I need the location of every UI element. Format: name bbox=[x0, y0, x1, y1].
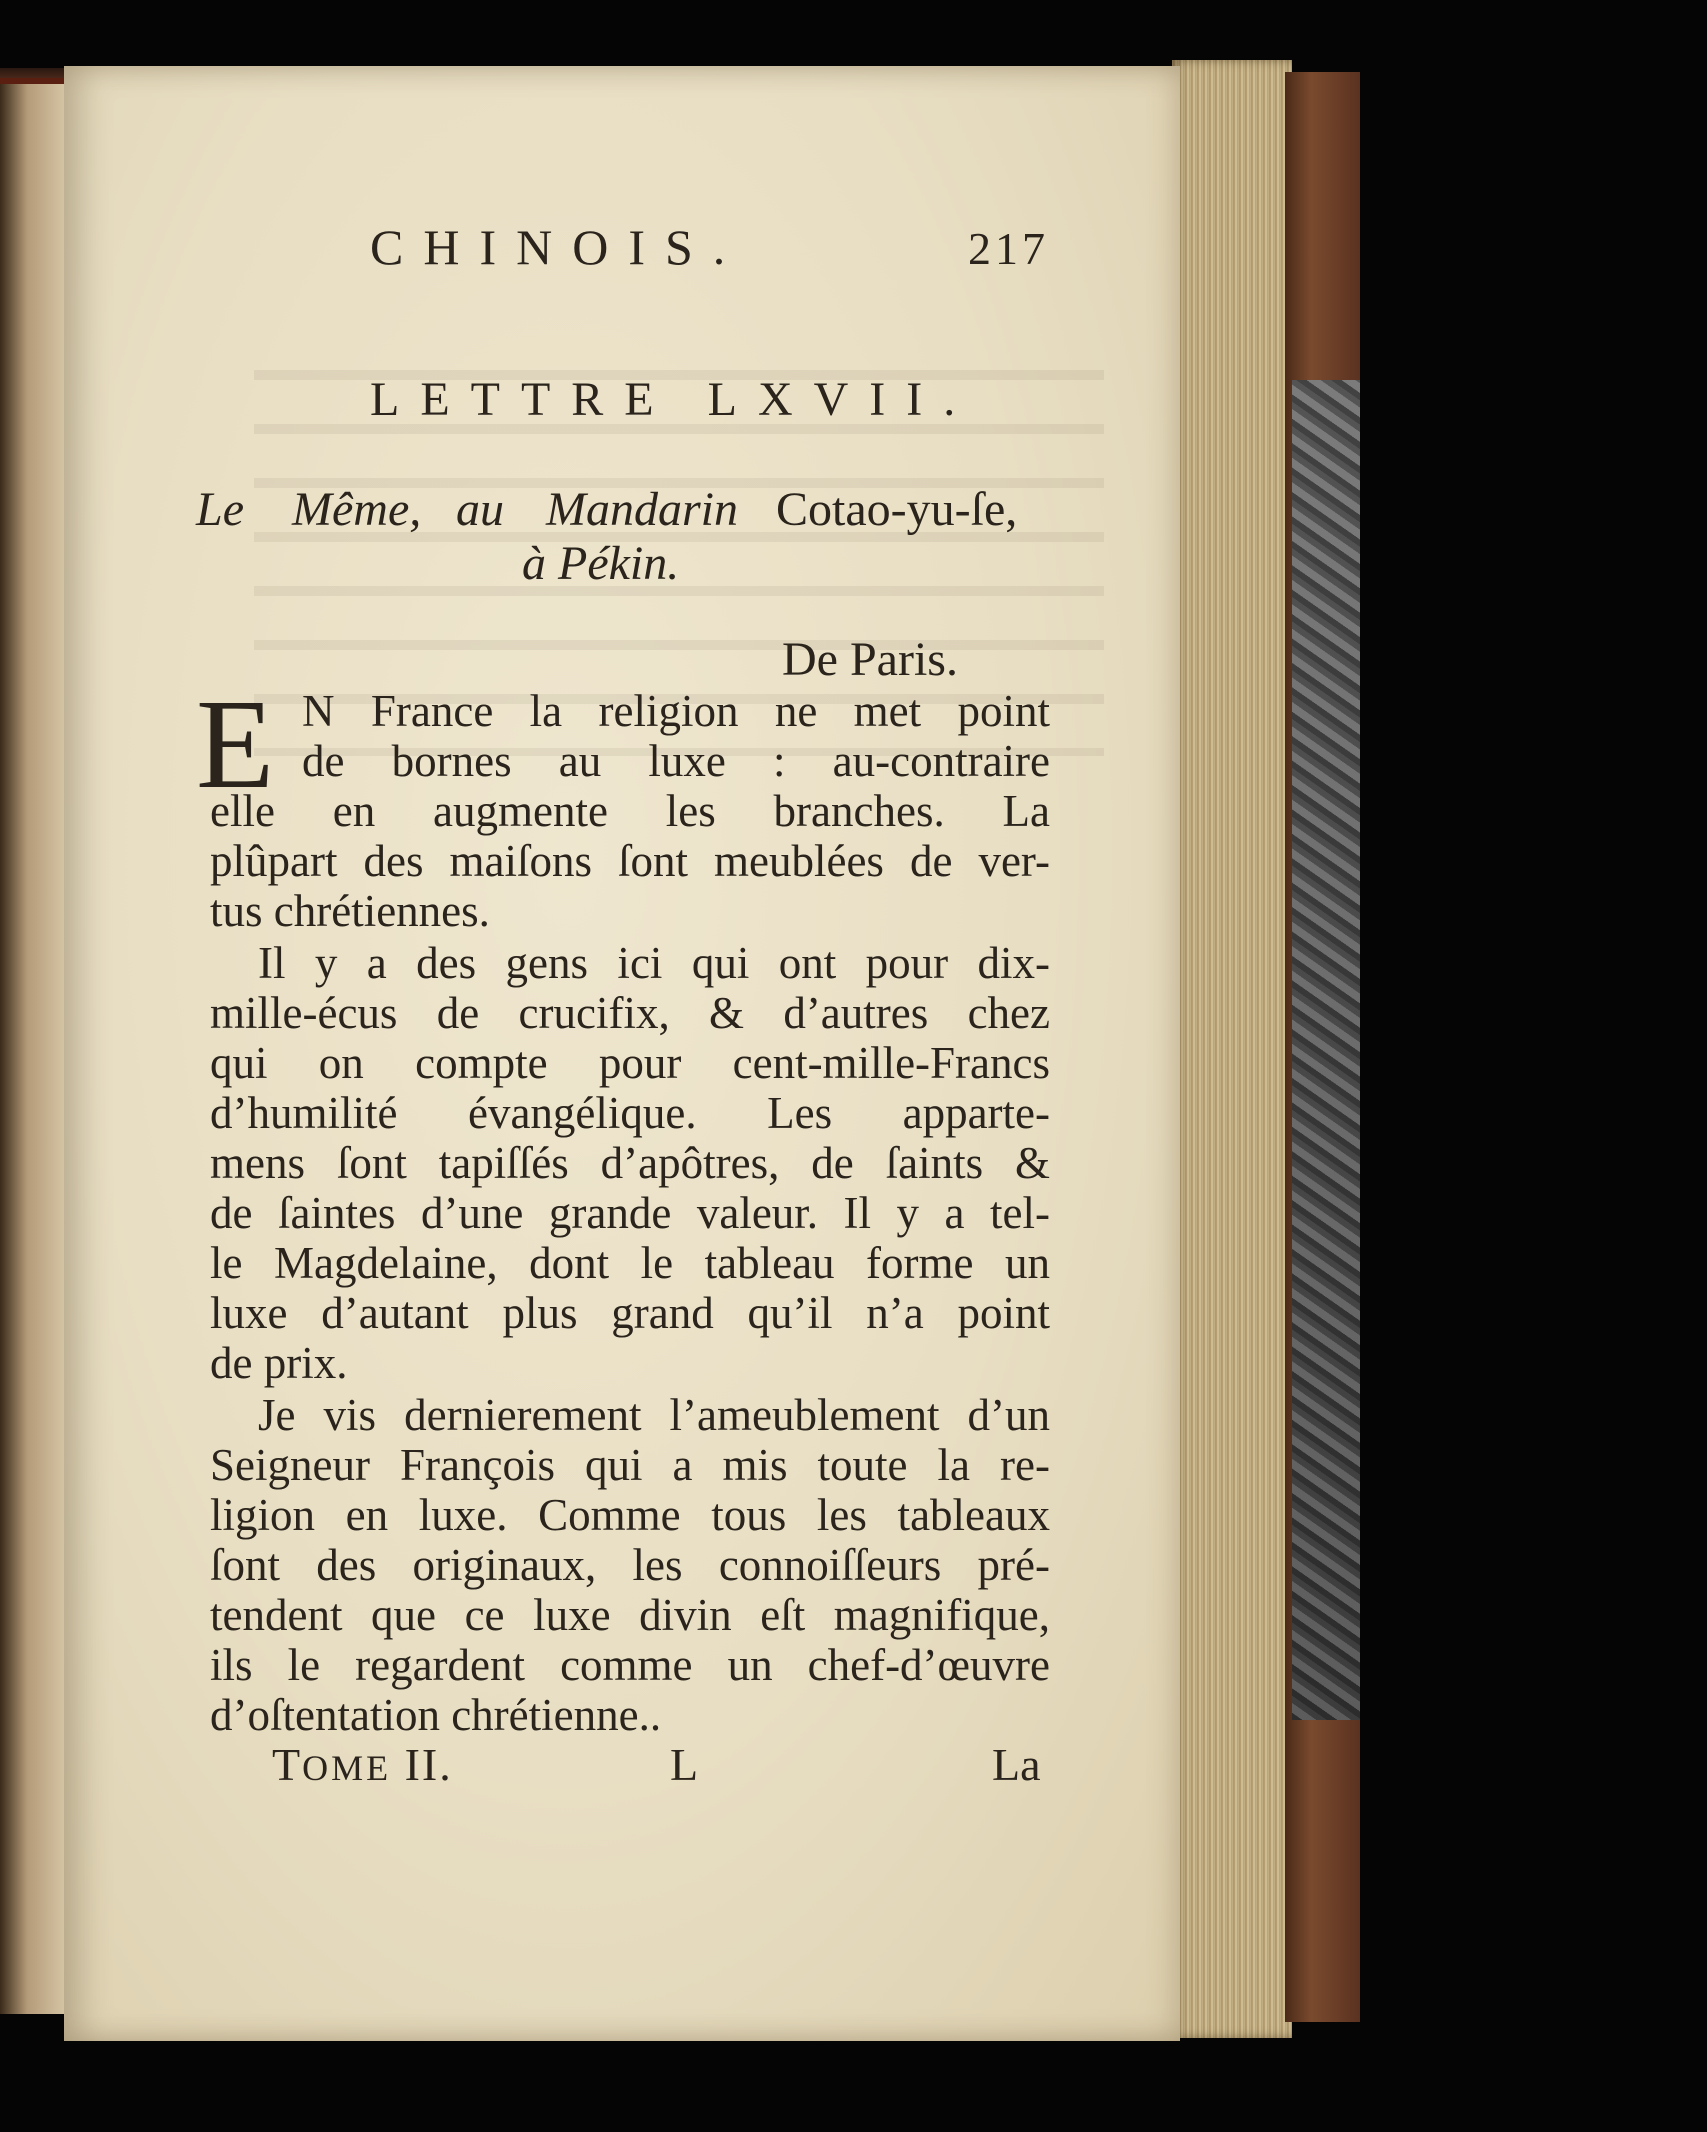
volume-small-caps: OME bbox=[302, 1748, 392, 1788]
text-line: de bornes au luxe : au-contraire bbox=[302, 736, 1050, 786]
page-block-edges bbox=[1172, 60, 1292, 2038]
salutation-word: Le bbox=[196, 483, 244, 536]
text-line: d’oſtentation chrétienne.. bbox=[210, 1690, 662, 1740]
text-line: mens ſont tapiſſés d’apôtres, de ſaints & bbox=[210, 1138, 1050, 1188]
volume-number: II. bbox=[391, 1739, 453, 1790]
text-line: ligion en luxe. Comme tous les tableaux bbox=[210, 1490, 1050, 1540]
text-line: le Magdelaine, dont le tableau forme un bbox=[210, 1238, 1050, 1288]
text-line: ils le regardent comme un chef-d’œuvre bbox=[210, 1640, 1050, 1690]
text-line: Seigneur François qui a mis toute la re- bbox=[210, 1440, 1050, 1490]
salutation-word: Mandarin bbox=[546, 483, 738, 536]
volume-initial: T bbox=[272, 1739, 303, 1790]
text-line: mille-écus de crucifix, & d’autres chez bbox=[210, 988, 1050, 1038]
text-line: Il y a des gens ici qui ont pour dix- bbox=[258, 938, 1050, 988]
text-line: de ſaintes d’une grande valeur. Il y a tel- bbox=[210, 1188, 1050, 1238]
text-line: luxe d’autant plus grand qu’il n’a point bbox=[210, 1288, 1050, 1338]
text-line: d’humilité évangélique. Les apparte- bbox=[210, 1088, 1050, 1138]
drop-cap: E bbox=[196, 673, 275, 815]
running-head: CHINOIS. bbox=[370, 219, 746, 275]
letter-title: LETTRE LXVII. bbox=[370, 373, 977, 426]
text-line: N France la religion ne met point bbox=[302, 686, 1050, 736]
salutation-line-2: à Pékin. bbox=[522, 537, 680, 590]
dateline: De Paris. bbox=[782, 633, 958, 686]
signature-mark: L bbox=[670, 1739, 699, 1790]
marbled-cover-paper bbox=[1292, 380, 1360, 1720]
salutation-word: Même, bbox=[292, 483, 422, 536]
salutation-word: au bbox=[456, 483, 504, 536]
left-page-edge bbox=[0, 78, 68, 2014]
page-number: 217 bbox=[968, 223, 1049, 274]
footer-volume bbox=[272, 1738, 453, 1791]
text-line: elle en augmente les branches. La bbox=[210, 786, 1050, 836]
text-line: plûpart des maiſons ſont meublées de ver- bbox=[210, 836, 1050, 886]
catchword: La bbox=[992, 1739, 1041, 1790]
text-line: tendent que ce luxe divin eſt magnifique, bbox=[210, 1590, 1050, 1640]
text-line: Je vis dernierement l’ameublement d’un bbox=[258, 1390, 1050, 1440]
salutation-name: Cotao-yu-ſe, bbox=[776, 483, 1018, 536]
text-line: de prix. bbox=[210, 1338, 348, 1388]
text-line: ſont des originaux, les connoiſſeurs pré- bbox=[210, 1540, 1050, 1590]
text-line: tus chrétiennes. bbox=[210, 886, 490, 936]
text-line: qui on compte pour cent-mille-Francs bbox=[210, 1038, 1050, 1088]
